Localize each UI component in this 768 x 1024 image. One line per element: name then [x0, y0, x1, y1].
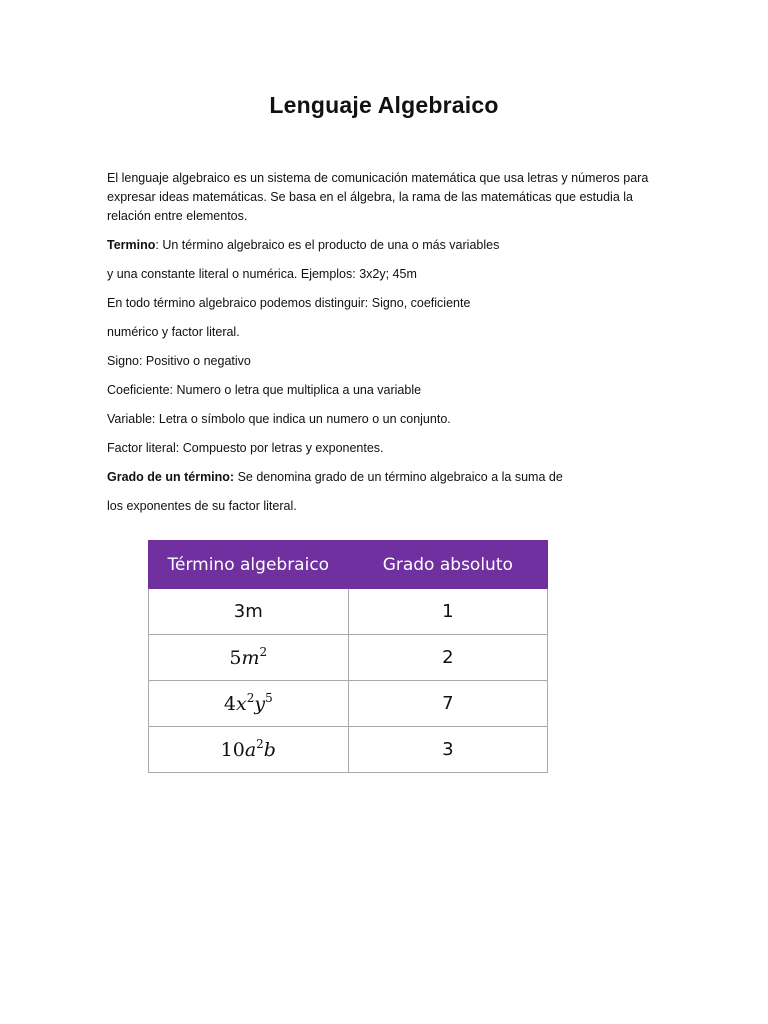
text-line: numérico y factor literal.: [107, 325, 240, 339]
term-math: [220, 736, 276, 761]
variable: x: [235, 692, 247, 715]
page-title: Lenguaje Algebraico: [269, 92, 499, 118]
table-row: [149, 681, 548, 727]
factor-literal-line: Factor literal: Compuesto por letras y exponentes.: [107, 441, 384, 455]
grado-definition: [107, 468, 667, 487]
term-math: [223, 690, 273, 715]
exponent: 2: [256, 736, 264, 751]
header-grade: Grado absoluto: [348, 541, 547, 589]
variable-line: Variable: Letra o símbolo que indica un numero o un conjunto.: [107, 412, 451, 426]
coefficient: 5: [229, 646, 242, 669]
termino-definition: [107, 236, 667, 255]
text-line: y una constante literal o numérica. Ejemplos: 3x2y; 45m: [107, 267, 417, 281]
term-cell: [149, 635, 349, 681]
term-cell: [149, 589, 349, 635]
variable: m: [241, 646, 260, 669]
grade-cell: 1: [348, 589, 547, 635]
coefficient: 4: [223, 692, 236, 715]
header-term: Término algebraico: [149, 541, 349, 589]
intro-paragraph: El lenguaje algebraico es un sistema de comunicación matemática que usa letras y números para expresar ideas matemáticas. Se basa en el álgebra, la rama de las matemáticas que estudia la relación entre elementos.: [107, 171, 649, 223]
table-row: [149, 589, 548, 635]
coefficient: 10: [220, 738, 245, 761]
termino-label: Termino: [107, 238, 156, 252]
term-cell: [149, 681, 349, 727]
variable: a: [244, 738, 257, 761]
variable: y: [254, 692, 266, 715]
grade-cell: 3: [348, 727, 547, 773]
termino-text: : Un término algebraico es el producto de una o más variables: [155, 238, 500, 252]
term-text: 3m: [233, 601, 263, 622]
term-cell: [149, 727, 349, 773]
grado-label: Grado de un término:: [107, 470, 235, 484]
grado-text: Se denomina grado de un término algebraico a la suma de: [234, 470, 563, 484]
coeficiente-line: Coeficiente: Numero o letra que multiplica a una variable: [107, 383, 422, 397]
table-header-row: [149, 541, 548, 589]
exponent: 2: [246, 690, 255, 705]
term-math: [229, 644, 268, 669]
exponent: 5: [265, 690, 273, 705]
document-body: [107, 169, 667, 526]
grade-table: [148, 540, 548, 773]
grade-cell: 7: [348, 681, 547, 727]
table-row: [149, 635, 548, 681]
table-row: [149, 727, 548, 773]
text-line: En todo término algebraico podemos distinguir: Signo, coeficiente: [107, 296, 471, 310]
variable: b: [263, 738, 276, 761]
grade-cell: 2: [348, 635, 547, 681]
text-line: los exponentes de su factor literal.: [107, 499, 297, 513]
signo-line: Signo: Positivo o negativo: [107, 354, 251, 368]
exponent: 2: [259, 644, 268, 659]
